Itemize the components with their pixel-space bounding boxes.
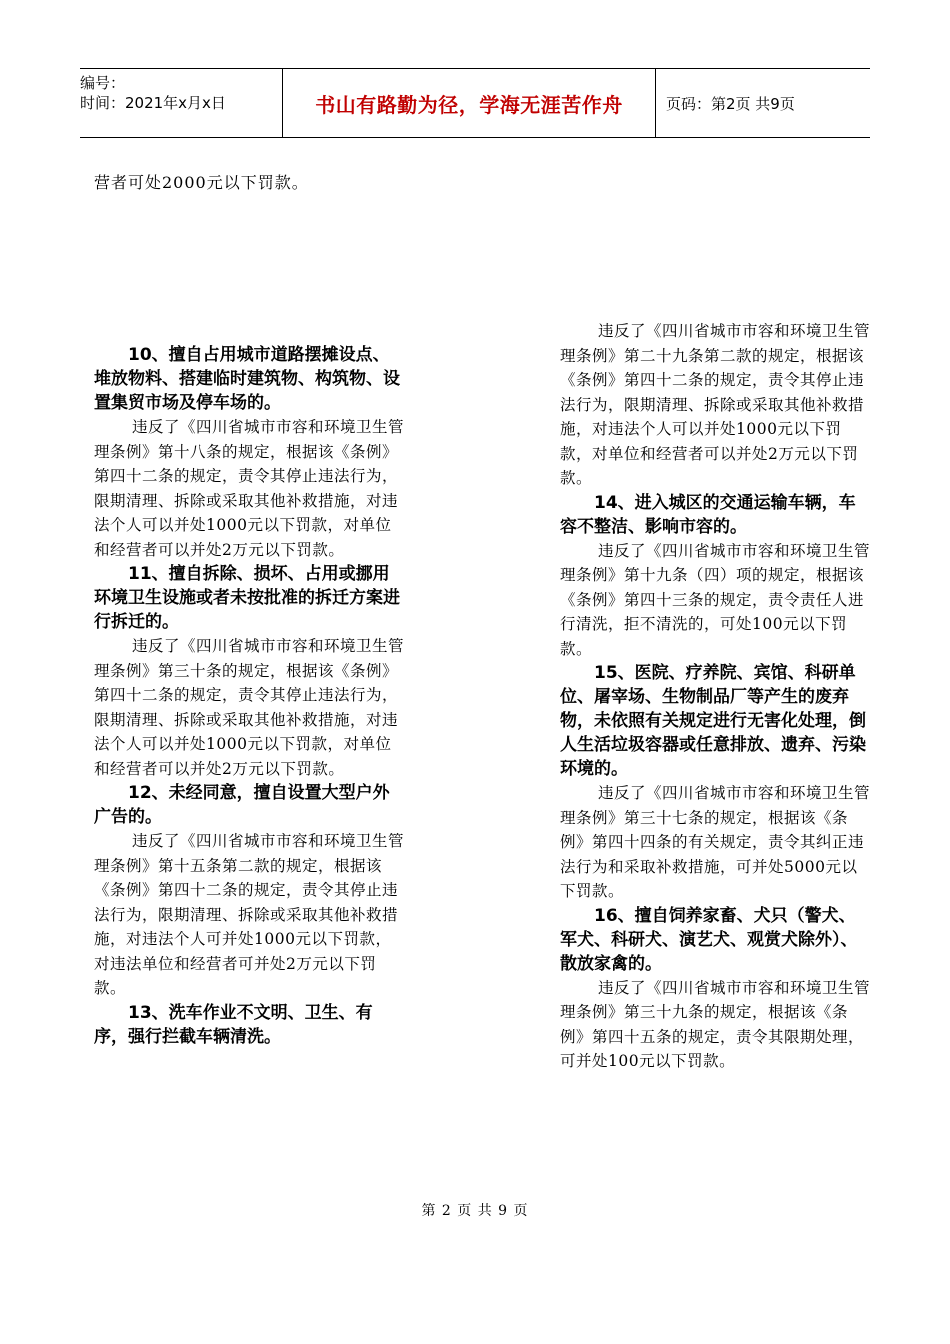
section-paragraph: 违反了《四川省城市市容和环境卫生管理条例》第十九条（四）项的规定，根据该《条例》第四十三条的规定，责令责任人进行清洗，拒不清洗的，可处100元以下罚款。 bbox=[560, 541, 871, 658]
section-heading: 16、擅自饲养家畜、犬只（警犬、军犬、科研犬、演艺犬、观赏犬除外）、散放家禽的。 bbox=[560, 905, 858, 974]
section-paragraph: 违反了《四川省城市市容和环境卫生管理条例》第三十九条的规定，根据该《条例》第四十五条的规定，责令其限期处理，可并处100元以下罚款。 bbox=[560, 978, 871, 1070]
section-heading: 13、洗车作业不文明、卫生、有序，强行拦截车辆清洗。 bbox=[94, 1002, 373, 1047]
header-page-info: 页码：第2页 共9页 bbox=[666, 94, 795, 113]
header-motto: 书山有路勤为径，学海无涯苦作舟 bbox=[283, 69, 656, 137]
right-column bbox=[560, 319, 870, 1074]
section-paragraph: 违反了《四川省城市市容和环境卫生管理条例》第十八条的规定，根据该《条例》第四十二条的规定，责令其停止违法行为，限期清理、拆除或采取其他补救措施，对违法个人可以并处1000元以下罚款，对单位和经营者可以并处2万元以下罚款。 bbox=[94, 418, 405, 559]
page-footer: 第 2 页 共 9 页 bbox=[421, 1203, 529, 1219]
header-meta bbox=[80, 69, 283, 137]
header-number-label: 编号： bbox=[80, 74, 126, 92]
intro-line: 营者可处2000元以下罚款。 bbox=[94, 173, 309, 192]
section-paragraph: 违反了《四川省城市市容和环境卫生管理条例》第十五条第二款的规定，根据该《条例》第四十二条的规定，责令其停止违法行为，限期清理、拆除或采取其他补救措施，对违法个人可并处1000元以下罚款，对违法单位和经营者可并处2万元以下罚款。 bbox=[94, 832, 405, 997]
section-heading: 15、医院、疗养院、宾馆、科研单位、屠宰场、生物制品厂等产生的废弃物，未依照有关规定进行无害化处理，倒人生活垃圾容器或任意排放、遗弃、污染环境的。 bbox=[560, 663, 866, 779]
section-heading: 12、未经同意，擅自设置大型户外广告的。 bbox=[94, 783, 390, 827]
section-paragraph: 违反了《四川省城市市容和环境卫生管理条例》第三十条的规定，根据该《条例》第四十二条的规定，责令其停止违法行为，限期清理、拆除或采取其他补救措施，对违法个人可以并处1000元以下罚款，对单位和经营者可以并处2万元以下罚款。 bbox=[94, 637, 405, 778]
section-paragraph: 违反了《四川省城市市容和环境卫生管理条例》第三十七条的规定，根据该《条例》第四十四条的有关规定，责令其纠正违法行为和采取补救措施，可并处5000元以下罚款。 bbox=[560, 784, 871, 900]
header-date-label: 时间：2021年x月x日 bbox=[80, 94, 226, 112]
section-heading: 10、擅自占用城市道路摆摊设点、堆放物料、搭建临时建筑物、构筑物、设置集贸市场及停车场的。 bbox=[94, 345, 400, 413]
section-heading: 11、擅自拆除、损坏、占用或挪用环境卫生设施或者未按批准的拆迁方案进行拆迁的。 bbox=[94, 564, 400, 632]
page-header bbox=[80, 68, 870, 138]
section-paragraph: 违反了《四川省城市市容和环境卫生管理条例》第二十九条第二款的规定，根据该《条例》第四十二条的规定，责令其停止违法行为，限期清理、拆除或采取其他补救措施，对违法个人可以并处1000元以下罚款，对单位和经营者可以并处2万元以下罚款。 bbox=[560, 322, 871, 487]
left-column bbox=[94, 343, 406, 1049]
section-heading: 14、进入城区的交通运输车辆，车容不整洁、影响市容的。 bbox=[560, 492, 856, 537]
